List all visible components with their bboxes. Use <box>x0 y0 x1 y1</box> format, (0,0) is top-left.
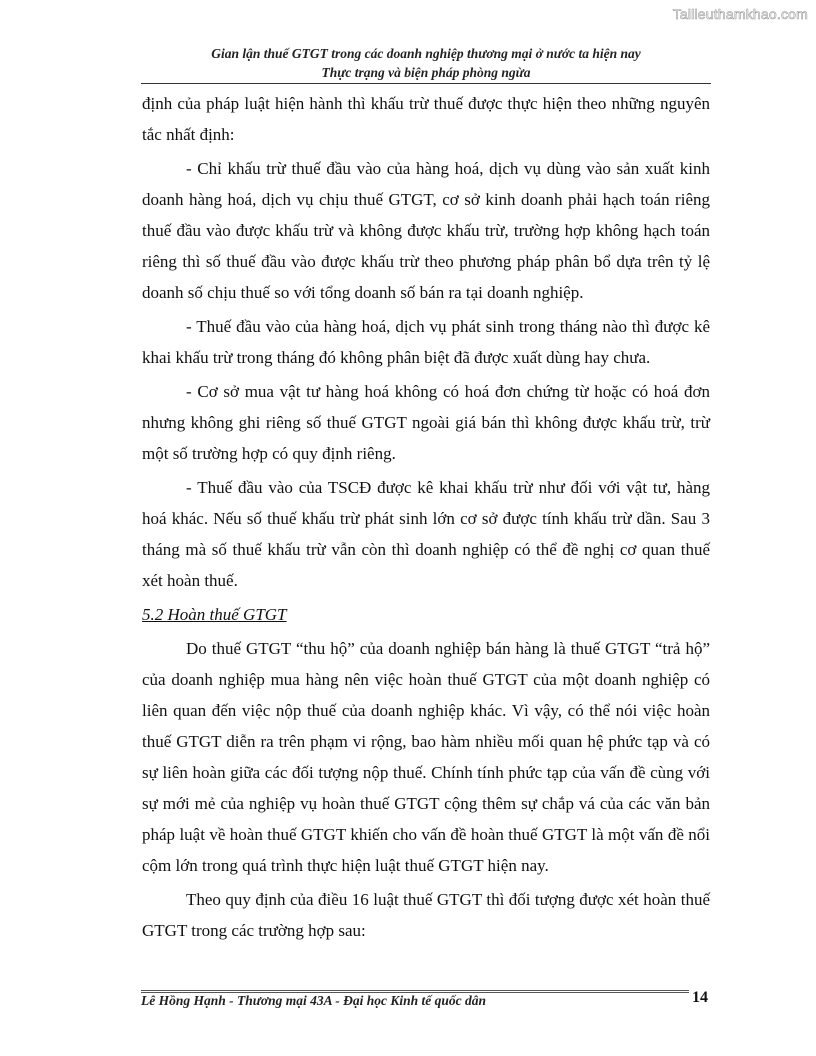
paragraph-bullet-1: - Chỉ khấu trừ thuế đầu vào của hàng hoá, dịch vụ dùng vào sản xuất kinh doanh hàng hoá, dịch vụ chịu thuế GTGT, cơ sở kinh doanh phải hạch toán riêng thuế đầu vào được khấu trừ và không được khấu trừ, trường hợp không hạch toán riêng thì số thuế đầu vào được khấu trừ theo phương pháp phân bổ dựa trên tỷ lệ doanh số chịu thuế so với tổng doanh số bán ra tại doanh nghiệp. <box>142 159 710 302</box>
page-number: 14 <box>692 989 708 1006</box>
section-heading: 5.2 Hoàn thuế GTGT <box>142 605 287 624</box>
header-rule <box>141 83 711 84</box>
paragraph-bullet-3: - Cơ sở mua vật tư hàng hoá không có hoá đơn chứng từ hoặc có hoá đơn nhưng không ghi riêng số thuế GTGT ngoài giá bán thì không được khấu trừ, trừ một số trường hợp có quy định riêng. <box>142 382 710 463</box>
running-header <box>141 44 711 82</box>
watermark: Tailieuthamkhao.com <box>672 6 808 22</box>
page-body <box>142 88 710 946</box>
header-title-line: Gian lận thuế GTGT trong các doanh nghiệp thương mại ở nước ta hiện nay <box>211 46 641 61</box>
paragraph-bullet-4: - Thuế đầu vào của TSCĐ được kê khai khấu trừ như đối với vật tư, hàng hoá khác. Nếu số thuế khấu trừ phát sinh lớn cơ sở được tính khấu trừ dần. Sau 3 tháng mà số thuế khấu trừ vẫn còn thì doanh nghiệp có thể đề nghị cơ quan thuế xét hoàn thuế. <box>142 478 710 590</box>
paragraph-refund-cases: Theo quy định của điều 16 luật thuế GTGT thì đối tượng được xét hoàn thuế GTGT trong các trường hợp sau: <box>142 890 710 940</box>
paragraph-bullet-2: - Thuế đầu vào của hàng hoá, dịch vụ phát sinh trong tháng nào thì được kê khai khấu trừ trong tháng đó không phân biệt đã được xuất dùng hay chưa. <box>142 317 710 367</box>
header-subtitle-line: Thực trạng và biện pháp phòng ngừa <box>321 65 531 80</box>
running-footer: Lê Hồng Hạnh - Thương mại 43A - Đại học Kinh tế quốc dân <box>141 993 487 1008</box>
paragraph-refund-intro: Do thuế GTGT “thu hộ” của doanh nghiệp bán hàng là thuế GTGT “trả hộ” của doanh nghiệp mua hàng nên việc hoàn thuế GTGT của một doanh nghiệp có liên quan đến việc nộp thuế của doanh nghiệp khác. Vì vậy, có thể nói việc hoàn thuế GTGT diễn ra trên phạm vi rộng, bao hàm nhiều mối quan hệ phức tạp và có sự liên hoàn giữa các đối tượng nộp thuế. Chính tính phức tạp của vấn đề cùng với sự mới mẻ của nghiệp vụ hoàn thuế GTGT cộng thêm sự chắp vá của các văn bản pháp luật về hoàn thuế GTGT khiến cho vấn đề hoàn thuế GTGT là một vấn đề nổi cộm lớn trong quá trình thực hiện luật thuế GTGT hiện nay. <box>142 639 710 875</box>
paragraph-continuation: định của pháp luật hiện hành thì khấu trừ thuế được thực hiện theo những nguyên tắc nhất định: <box>142 94 710 144</box>
